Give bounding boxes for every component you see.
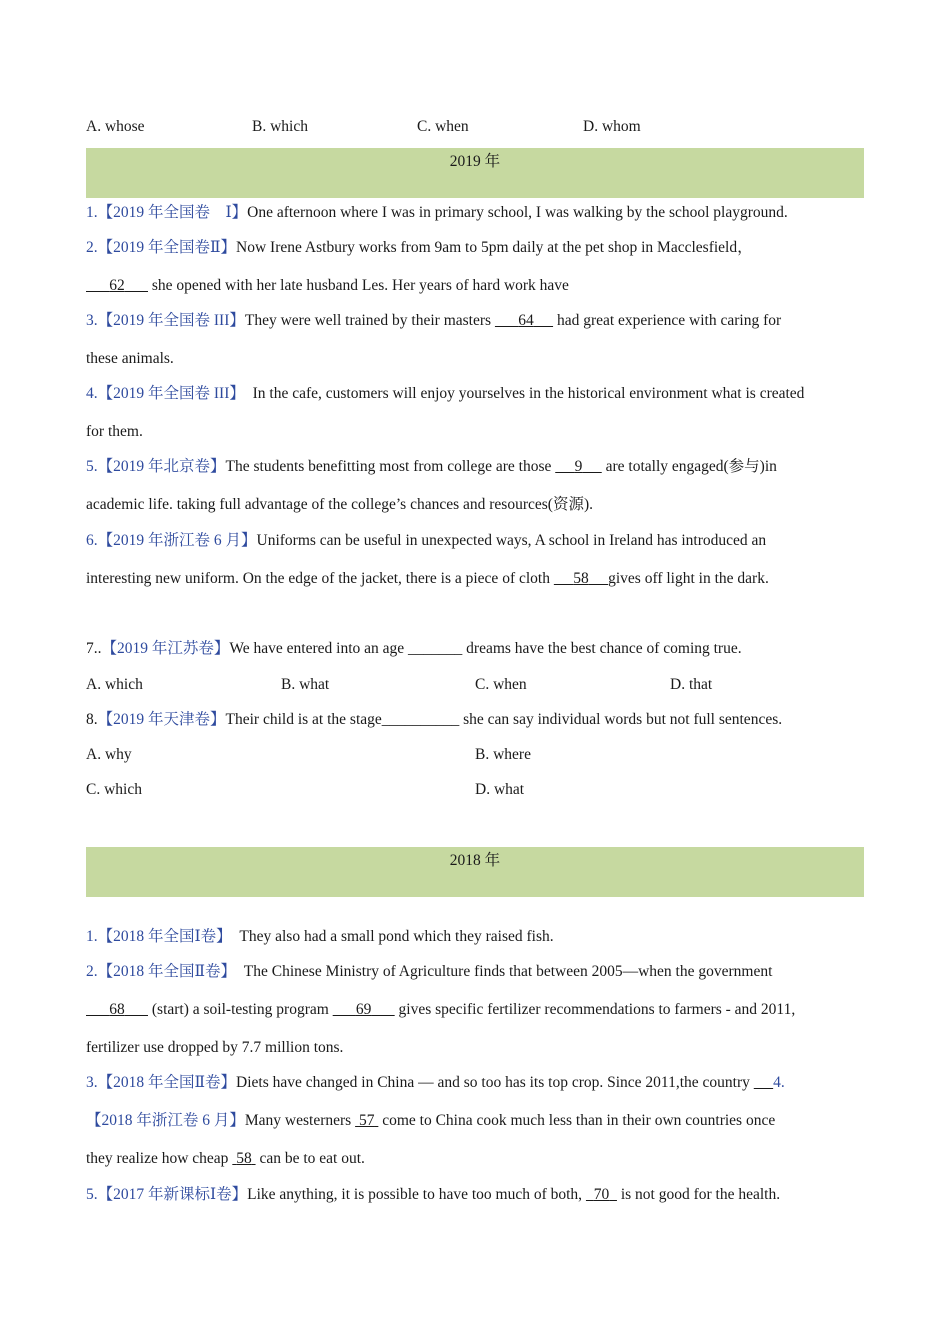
source-tag: 【2017 年新课标Ⅰ卷】 bbox=[97, 1186, 248, 1203]
question-number: 2. bbox=[86, 963, 98, 980]
question-number: 7.. bbox=[86, 640, 102, 657]
source-tag: 【2019 年天津卷】 bbox=[97, 711, 226, 728]
answer-blank: 57 bbox=[358, 1112, 375, 1129]
question-2019-3 bbox=[86, 311, 781, 331]
question-2018-4-line2 bbox=[86, 1149, 365, 1169]
question-number: 4. bbox=[773, 1074, 785, 1091]
question-2019-2-line2 bbox=[86, 276, 569, 296]
question-number: 2. bbox=[86, 239, 98, 256]
source-tag: 【2019 年全国卷 Ⅰ】 bbox=[97, 204, 248, 221]
question-text: are totally engaged(参与)in bbox=[601, 458, 777, 475]
answer-blank: 58 bbox=[573, 570, 589, 587]
option-b: B. where bbox=[475, 746, 531, 763]
question-text: Uniforms can be useful in unexpected ways, A school in Ireland has introduced an bbox=[256, 532, 767, 549]
answer-blank: 9 bbox=[574, 458, 583, 475]
question-text: she opened with her late husband Les. Her years of hard work have bbox=[148, 277, 569, 294]
question-number: 1. bbox=[86, 204, 98, 221]
source-tag: 【2018 年全国Ⅱ卷】 bbox=[97, 963, 237, 980]
question-text: One afternoon where I was in primary school, I was walking by the school playground. bbox=[247, 204, 788, 221]
question-2019-8 bbox=[86, 710, 782, 730]
question-text: They also had a small pond which they raised fish. bbox=[231, 928, 554, 945]
option-d: D. what bbox=[475, 781, 525, 798]
question-number: 3. bbox=[86, 1074, 98, 1091]
year-label: 2019 年 bbox=[449, 153, 501, 170]
question-text: (start) a soil-testing program bbox=[148, 1001, 333, 1018]
question-text: They were well trained by their masters bbox=[244, 312, 495, 329]
question-2019-5 bbox=[86, 457, 777, 477]
source-tag: 【2018 年全国Ⅱ卷】 bbox=[97, 1074, 237, 1091]
option-b: B. which bbox=[252, 118, 308, 135]
option-b: B. what bbox=[281, 676, 330, 693]
option-c: C. which bbox=[86, 781, 142, 798]
question-2019-7 bbox=[86, 639, 742, 659]
source-tag: 【2018 年浙江卷 6 月】 bbox=[86, 1112, 245, 1129]
question-text: Their child is at the stage__________ she can say individual words but not full sentences. bbox=[225, 711, 783, 728]
question-2019-6 bbox=[86, 531, 766, 551]
question-text: is not good for the health. bbox=[616, 1186, 781, 1203]
question-number: 1. bbox=[86, 928, 98, 945]
question-text: Now Irene Astbury works from 9am to 5pm daily at the pet shop in Macclesfield， bbox=[236, 239, 753, 256]
year-band-2019 bbox=[86, 148, 864, 198]
question-2019-4-line2: for them. bbox=[86, 423, 143, 440]
question-text: had great experience with caring for bbox=[553, 312, 782, 329]
question-2019-5-line2: academic life. taking full advantage of the college’s chances and resources(资源). bbox=[86, 496, 593, 513]
question-text: gives off light in the dark. bbox=[608, 570, 769, 587]
question-text: come to China cook much less than in their own countries once bbox=[378, 1112, 776, 1129]
question-number: 3. bbox=[86, 312, 98, 329]
question-number: 8. bbox=[86, 711, 98, 728]
answer-blank bbox=[754, 1074, 773, 1091]
question-text: In the cafe, customers will enjoy yourselves in the historical environment what is created bbox=[244, 385, 805, 402]
option-a: A. which bbox=[86, 676, 143, 693]
answer-blank: 58 bbox=[236, 1150, 252, 1167]
source-tag: 【2019 年浙江卷 6 月】 bbox=[97, 532, 257, 549]
question-number: 5. bbox=[86, 1186, 98, 1203]
question-text: The Chinese Ministry of Agriculture finds that between 2005—when the government bbox=[236, 963, 773, 980]
question-text: gives specific fertilizer recommendations to farmers - and 2011, bbox=[394, 1001, 796, 1018]
question-2019-2 bbox=[86, 238, 753, 258]
year-label: 2018 年 bbox=[449, 852, 501, 869]
answer-blank: 69 bbox=[355, 1001, 372, 1018]
question-text: Diets have changed in China — and so too has its top crop. Since 2011,the country bbox=[236, 1074, 754, 1091]
question-number: 5. bbox=[86, 458, 98, 475]
option-d: D. whom bbox=[583, 118, 641, 135]
year-band-2018 bbox=[86, 847, 864, 897]
question-text: can be to eat out. bbox=[255, 1150, 365, 1167]
question-2018-1 bbox=[86, 927, 554, 947]
source-tag: 【2019 年江苏卷】 bbox=[101, 640, 230, 657]
question-text: We have entered into an age _______ dreams have the best chance of coming true. bbox=[229, 640, 742, 657]
question-text: Like anything, it is possible to have too much of both, bbox=[247, 1186, 586, 1203]
option-c: C. when bbox=[475, 676, 527, 693]
question-2019-6-line2 bbox=[86, 569, 769, 589]
question-text: The students benefitting most from college are those bbox=[225, 458, 556, 475]
source-tag: 【2019 年全国卷 III】 bbox=[97, 385, 245, 402]
question-text: Many westerners bbox=[244, 1112, 356, 1129]
option-d: D. that bbox=[670, 676, 713, 693]
answer-blank: 64 bbox=[518, 312, 534, 329]
answer-blank: 70 bbox=[593, 1186, 610, 1203]
question-2018-4 bbox=[86, 1111, 775, 1131]
option-c: C. when bbox=[417, 118, 469, 135]
option-a: A. whose bbox=[86, 118, 145, 135]
question-text: interesting new uniform. On the edge of the jacket, there is a piece of cloth bbox=[86, 570, 554, 587]
question-2018-3 bbox=[86, 1073, 785, 1093]
question-2018-2-line3: fertilizer use dropped by 7.7 million tons. bbox=[86, 1039, 344, 1056]
question-number: 4. bbox=[86, 385, 98, 402]
source-tag: 【2018 年全国Ⅰ卷】 bbox=[97, 928, 232, 945]
option-a: A. why bbox=[86, 746, 132, 763]
question-number: 6. bbox=[86, 532, 98, 549]
answer-blank: 62 bbox=[109, 277, 125, 294]
question-2019-1 bbox=[86, 203, 788, 223]
source-tag: 【2019 年全国卷 III】 bbox=[97, 312, 245, 329]
question-text: they realize how cheap bbox=[86, 1150, 233, 1167]
source-tag: 【2019 年北京卷】 bbox=[97, 458, 226, 475]
source-tag: 【2019 年全国卷Ⅱ】 bbox=[97, 239, 237, 256]
question-2018-2 bbox=[86, 962, 772, 982]
answer-blank: 68 bbox=[109, 1001, 125, 1018]
question-2019-3-line2: these animals. bbox=[86, 350, 174, 367]
question-2019-4 bbox=[86, 384, 804, 404]
question-2018-5 bbox=[86, 1185, 780, 1205]
question-2018-2-line2 bbox=[86, 1000, 795, 1020]
